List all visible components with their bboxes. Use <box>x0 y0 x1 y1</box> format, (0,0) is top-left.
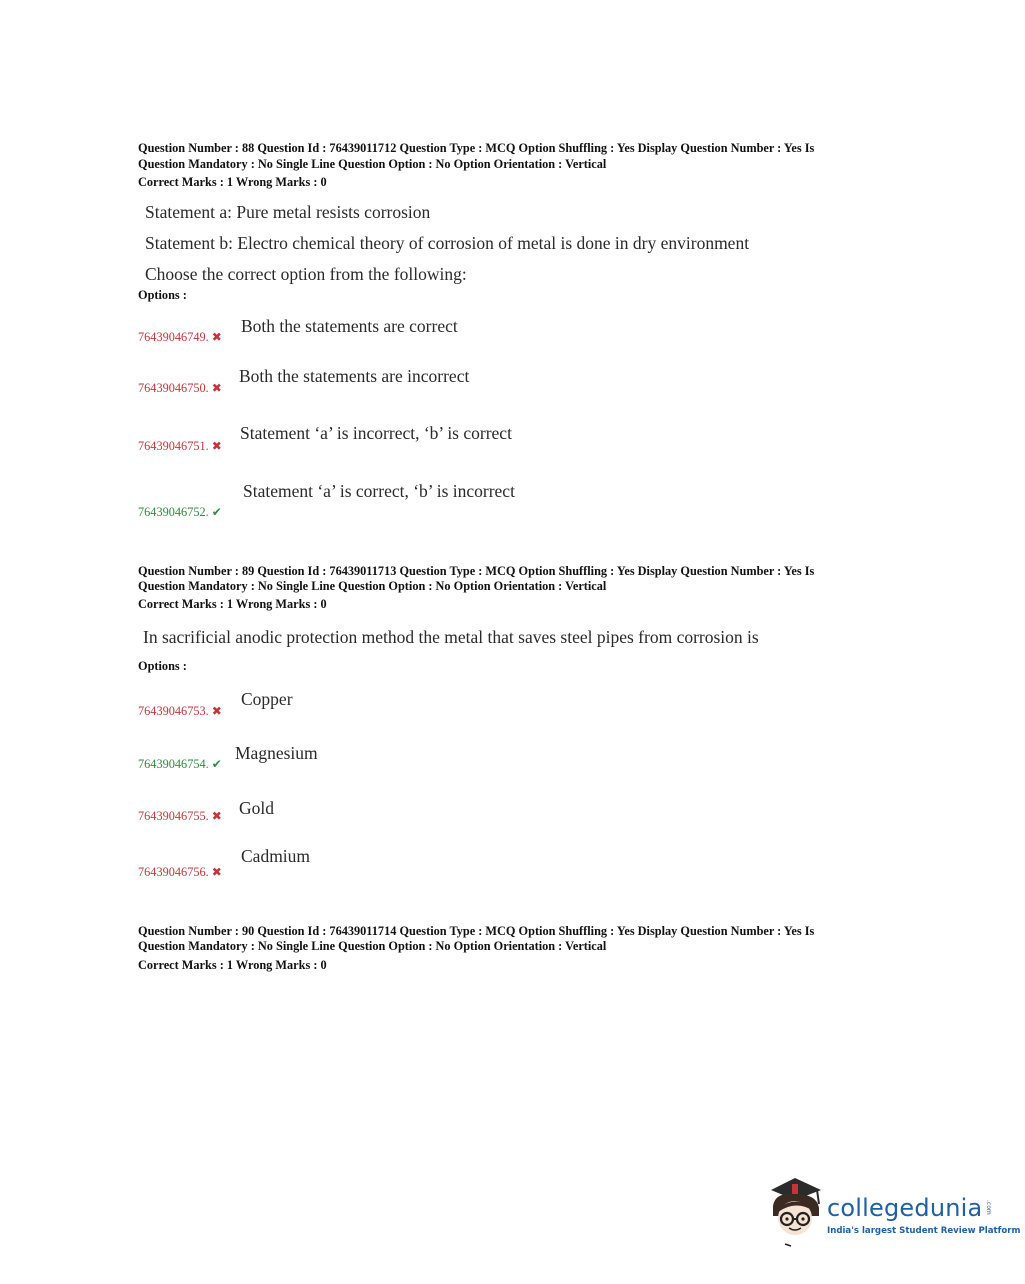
option-id: 76439046752. ✔ <box>138 505 222 519</box>
question-statement-line: Choose the correct option from the following: <box>145 264 467 284</box>
options-label: Options : <box>138 288 187 302</box>
question-meta-line2: Question Mandatory : No Single Line Question Option : No Option Orientation : Vertical <box>138 579 607 593</box>
question-statement-line: Statement a: Pure metal resists corrosion <box>145 202 431 222</box>
option-text: Both the statements are correct <box>241 316 458 336</box>
question-statement-line: In sacrificial anodic protection method the metal that saves steel pipes from corrosion is <box>143 627 759 647</box>
logo-tagline: India's largest Student Review Platform <box>827 1226 1021 1236</box>
collegedunia-logo <box>765 1176 1021 1250</box>
option-text: Statement ‘a’ is correct, ‘b’ is incorrect <box>243 481 515 501</box>
question-marks: Correct Marks : 1 Wrong Marks : 0 <box>138 958 327 972</box>
option-text: Cadmium <box>241 846 311 866</box>
question-marks: Correct Marks : 1 Wrong Marks : 0 <box>138 597 327 611</box>
cross-mark-icon: ✖ <box>211 330 222 344</box>
student-mascot-icon <box>765 1176 827 1248</box>
option-id: 76439046753. ✖ <box>138 704 222 718</box>
option-id: 76439046754. ✔ <box>138 757 222 771</box>
cross-mark-icon: ✖ <box>211 809 222 823</box>
question-statement-line: Statement b: Electro chemical theory of corrosion of metal is done in dry environment <box>145 233 750 253</box>
cross-mark-icon: ✖ <box>211 439 222 453</box>
option-text: Copper <box>241 689 293 709</box>
option-id: 76439046756. ✖ <box>138 865 222 879</box>
question-meta-line1: Question Number : 89 Question Id : 76439011713 Question Type : MCQ Option Shuffling : Yes Display Question Number : Yes Is <box>138 564 815 578</box>
question-meta-line2: Question Mandatory : No Single Line Question Option : No Option Orientation : Vertical <box>138 157 607 171</box>
options-label: Options : <box>138 659 187 673</box>
option-id: 76439046751. ✖ <box>138 439 222 453</box>
logo-wordmark: collegedunia <box>827 1194 983 1222</box>
option-text: Statement ‘a’ is incorrect, ‘b’ is correct <box>240 423 512 443</box>
option-text: Magnesium <box>235 743 318 763</box>
check-mark-icon: ✔ <box>211 505 222 519</box>
cross-mark-icon: ✖ <box>211 865 222 879</box>
question-meta-line1: Question Number : 90 Question Id : 76439011714 Question Type : MCQ Option Shuffling : Yes Display Question Number : Yes Is <box>138 924 815 938</box>
cross-mark-icon: ✖ <box>211 704 222 718</box>
question-meta-line2: Question Mandatory : No Single Line Question Option : No Option Orientation : Vertical <box>138 939 607 953</box>
question-marks: Correct Marks : 1 Wrong Marks : 0 <box>138 175 327 189</box>
option-text: Gold <box>239 798 274 818</box>
option-id: 76439046750. ✖ <box>138 381 222 395</box>
option-text: Both the statements are incorrect <box>239 366 470 386</box>
question-meta-line1: Question Number : 88 Question Id : 76439011712 Question Type : MCQ Option Shuffling : Yes Display Question Number : Yes Is <box>138 141 815 155</box>
cross-mark-icon: ✖ <box>211 381 222 395</box>
check-mark-icon: ✔ <box>211 757 222 771</box>
option-id: 76439046749. ✖ <box>138 330 222 344</box>
logo-domain-suffix: .com <box>985 1200 992 1215</box>
option-id: 76439046755. ✖ <box>138 809 222 823</box>
